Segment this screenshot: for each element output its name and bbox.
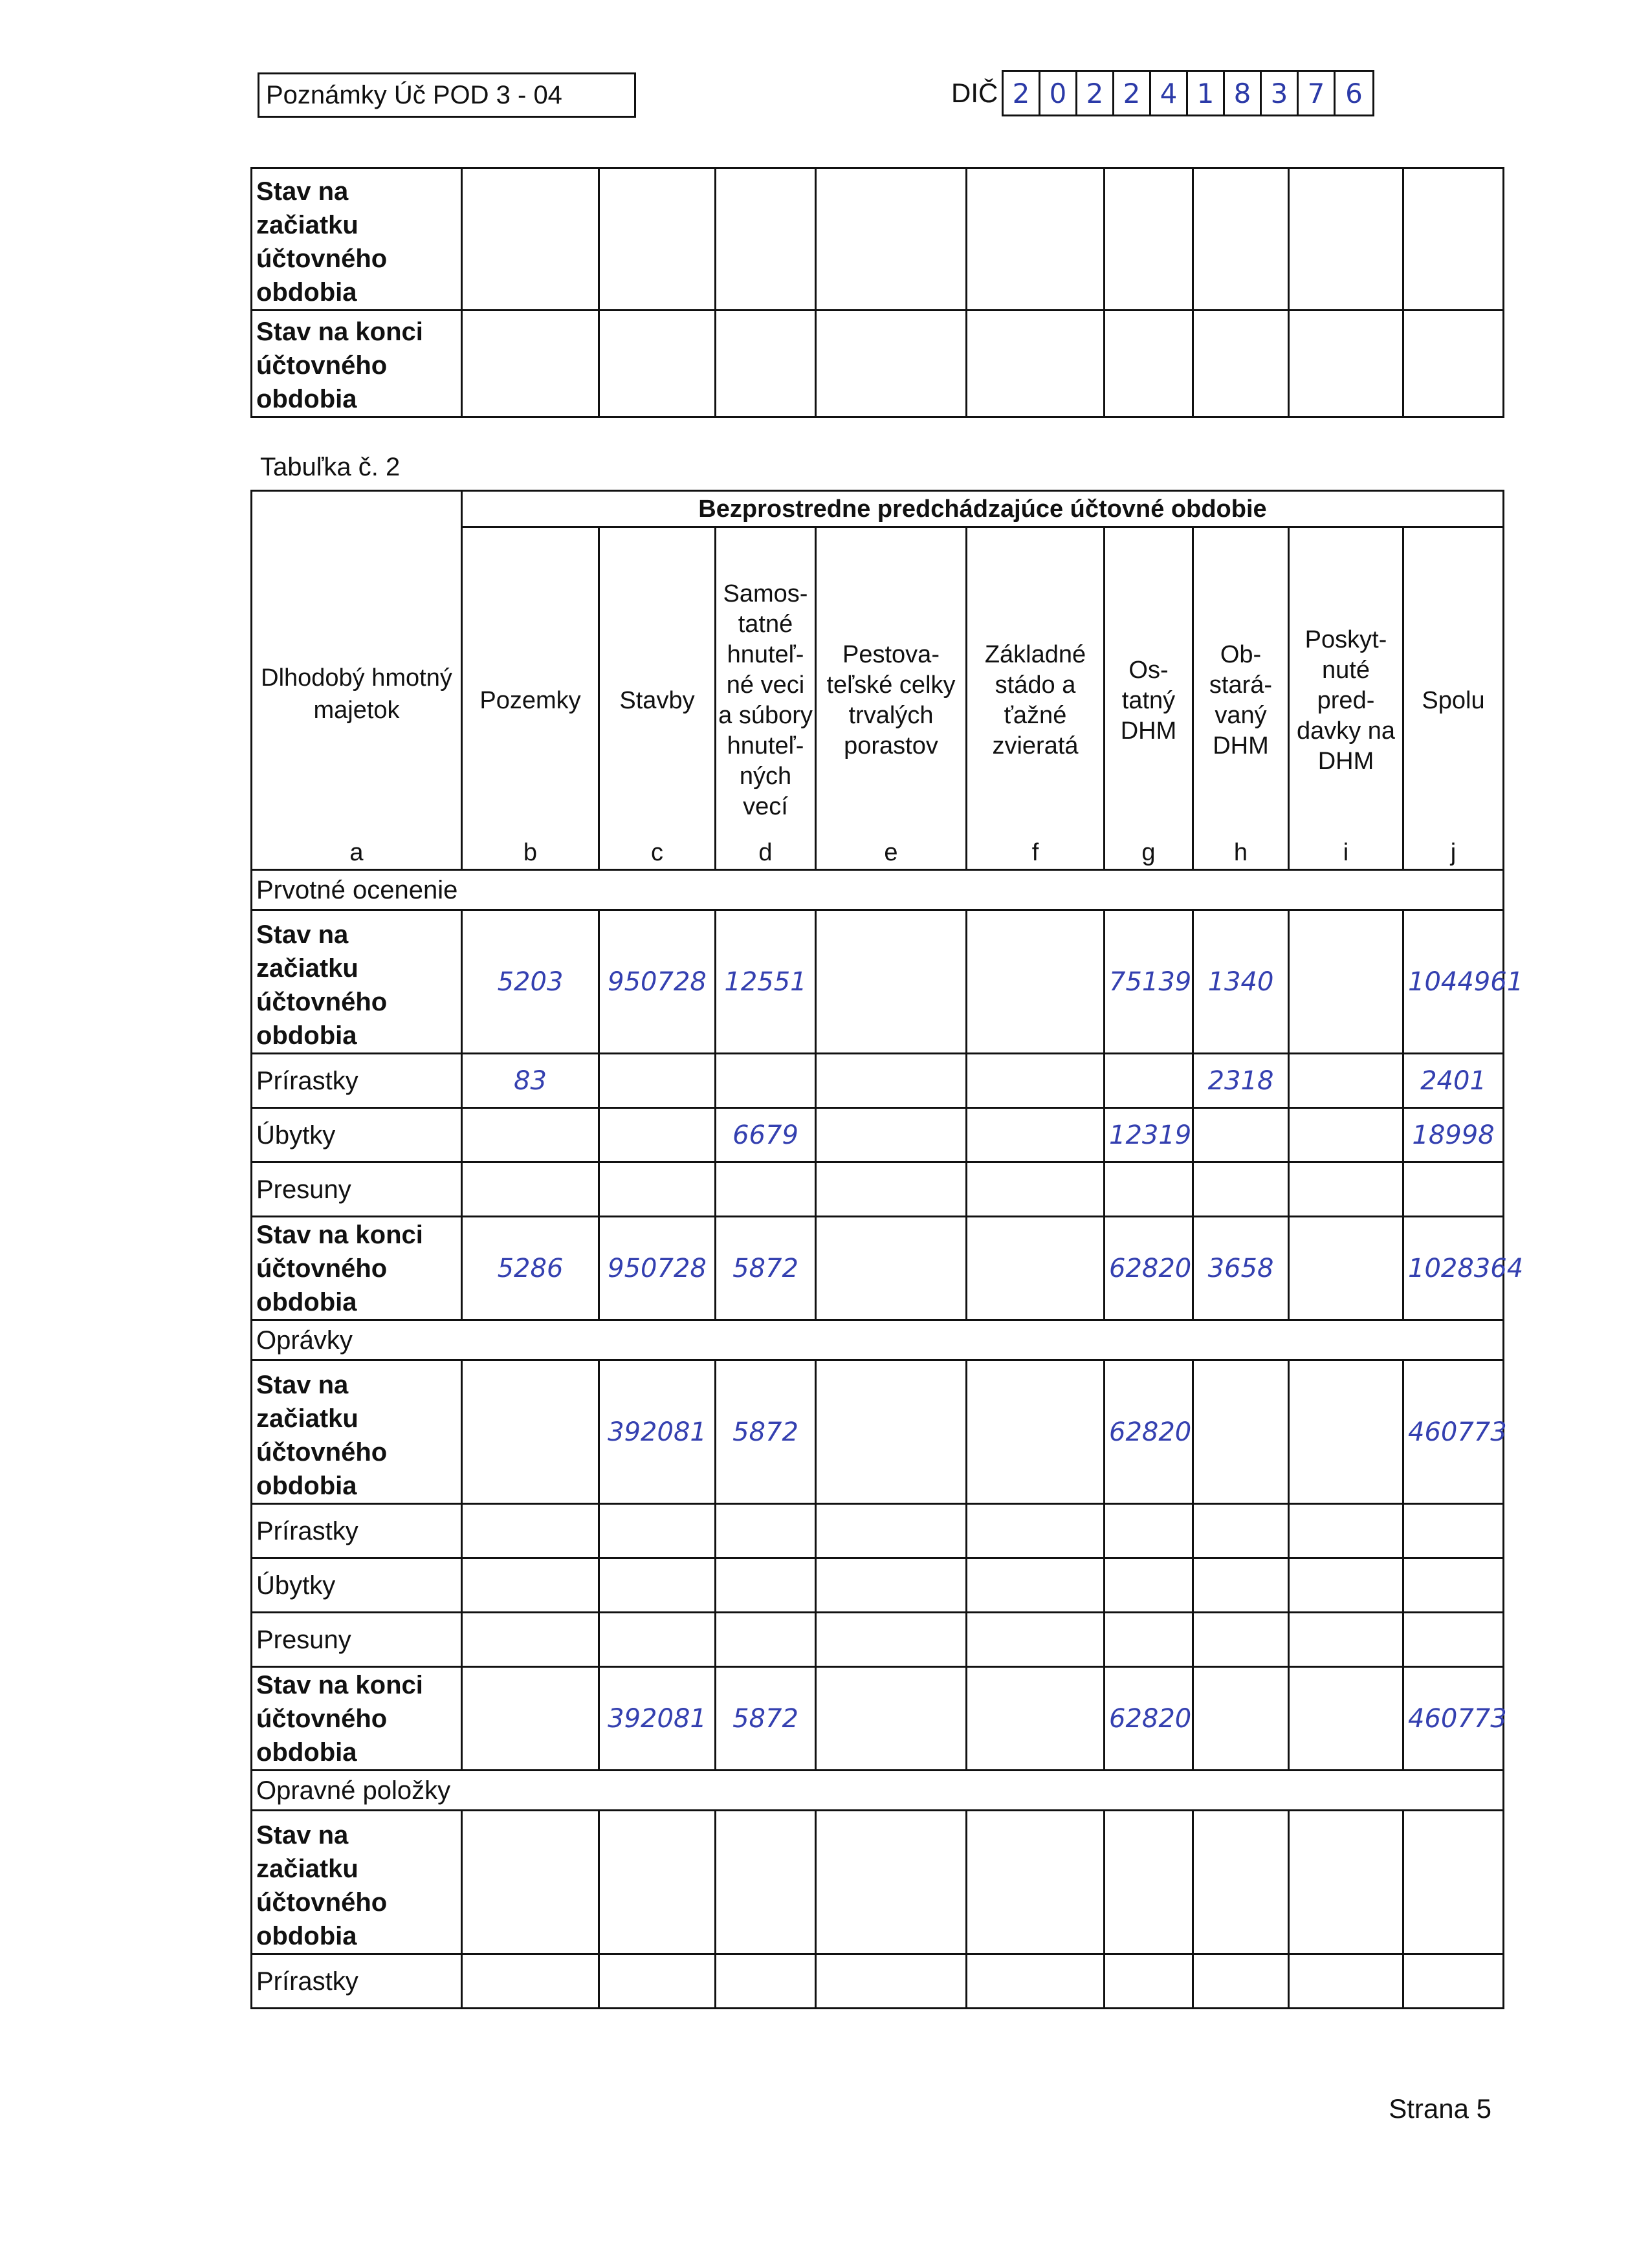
value-cell[interactable]: 2318: [1193, 1054, 1289, 1108]
column-title: Dlhodobý hmotný majetok: [261, 664, 452, 724]
value-cell[interactable]: [967, 1558, 1105, 1613]
value-cell[interactable]: [816, 1558, 967, 1613]
column-letter: e: [884, 839, 898, 866]
dic-field[interactable]: [1002, 70, 1374, 116]
row-label: Presuny: [252, 1613, 462, 1667]
value-cell[interactable]: [599, 1108, 716, 1162]
column-title: Spolu: [1422, 686, 1485, 714]
value-cell[interactable]: [716, 1162, 816, 1217]
row-label: Stav na začiatku účtovného obdobia: [252, 1360, 462, 1504]
value-cell[interactable]: 950728: [599, 910, 716, 1054]
value-cell[interactable]: 62820: [1105, 1217, 1193, 1320]
value-cell[interactable]: 62820: [1105, 1360, 1193, 1504]
table-row: [252, 910, 1504, 1054]
row-label: Stav na konci účtovného obdobia: [252, 1667, 462, 1771]
value-cell[interactable]: [1289, 1811, 1403, 1954]
value-cell[interactable]: [1403, 1162, 1504, 1217]
value-cell[interactable]: [967, 1667, 1105, 1771]
dic-digit[interactable]: 2: [1077, 72, 1114, 114]
value-cell[interactable]: [1289, 1217, 1403, 1320]
column-title: Základné stádo a ťažné zvieratá: [984, 641, 1086, 759]
column-header-j: [1403, 527, 1504, 870]
top-table: [250, 167, 1504, 418]
dic-digit[interactable]: 4: [1151, 72, 1188, 114]
value-cell[interactable]: [1289, 910, 1403, 1054]
value-cell[interactable]: [816, 1811, 967, 1954]
column-header-c: [599, 527, 716, 870]
value-cell[interactable]: [1193, 1811, 1289, 1954]
value-cell[interactable]: [967, 1613, 1105, 1667]
value-cell[interactable]: [816, 1360, 967, 1504]
value-cell[interactable]: [599, 1162, 716, 1217]
value-cell[interactable]: [816, 1613, 967, 1667]
value-cell[interactable]: [1193, 1613, 1289, 1667]
dic-digit[interactable]: 6: [1345, 78, 1363, 109]
table-row: [252, 1954, 1504, 2009]
column-letter: c: [651, 839, 663, 866]
column-title: Pozemky: [479, 686, 581, 714]
row-label: Stav na konci účtovného obdobia: [252, 311, 462, 417]
column-letter: h: [1233, 839, 1248, 866]
value-cell[interactable]: 5286: [462, 1217, 599, 1320]
value-cell[interactable]: [1403, 1954, 1504, 2009]
value-cell[interactable]: [816, 910, 967, 1054]
value-cell[interactable]: [1403, 1613, 1504, 1667]
value-cell[interactable]: [1193, 1954, 1289, 2009]
value-cell[interactable]: [967, 1504, 1105, 1558]
value-cell[interactable]: [462, 1558, 599, 1613]
value-cell[interactable]: [967, 1054, 1105, 1108]
column-header-f: [967, 527, 1105, 870]
table-row: [252, 1217, 1504, 1320]
value-cell[interactable]: 392081: [599, 1667, 716, 1771]
value-cell[interactable]: [1105, 1504, 1193, 1558]
column-header-i: [1289, 527, 1403, 870]
value-cell[interactable]: [1193, 1360, 1289, 1504]
row-label: Stav na konci účtovného obdobia: [252, 1217, 462, 1320]
row-label: Prírastky: [252, 1054, 462, 1108]
value-cell[interactable]: [1105, 1811, 1193, 1954]
value-cell[interactable]: [462, 1162, 599, 1217]
value-cell[interactable]: [1105, 1558, 1193, 1613]
table-row: [252, 1360, 1504, 1504]
row-label: Prírastky: [252, 1504, 462, 1558]
value-cell[interactable]: [599, 1811, 716, 1954]
column-title: Stavby: [619, 686, 695, 714]
value-cell[interactable]: [462, 1360, 599, 1504]
value-cell[interactable]: 1044961: [1403, 910, 1504, 1054]
column-header-e: [816, 527, 967, 870]
row-label: Stav na začiatku účtovného obdobia: [252, 910, 462, 1054]
row-label: Stav na začiatku účtovného obdobia: [252, 168, 462, 311]
value-cell[interactable]: [967, 1162, 1105, 1217]
value-cell[interactable]: [1105, 1054, 1193, 1108]
value-cell[interactable]: [462, 1954, 599, 2009]
row-label: Úbytky: [252, 1558, 462, 1613]
column-title: Pestova-teľské celky trvalých porastov: [826, 641, 956, 759]
section-title: Prvotné ocenenie: [252, 870, 1504, 910]
table-row: [252, 1054, 1504, 1108]
column-letter: g: [1141, 839, 1156, 866]
value-cell[interactable]: [1289, 1667, 1403, 1771]
column-letter: i: [1343, 839, 1349, 866]
dic-digit[interactable]: 8: [1225, 72, 1262, 114]
value-cell[interactable]: [816, 1504, 967, 1558]
value-cell[interactable]: [462, 1613, 599, 1667]
form-label: Poznámky Úč POD 3 - 04: [258, 72, 636, 118]
column-header-h: [1193, 527, 1289, 870]
value-cell[interactable]: [1403, 1504, 1504, 1558]
value-cell[interactable]: 392081: [599, 1360, 716, 1504]
column-title: Poskyt-nuté pred-davky na DHM: [1296, 626, 1396, 775]
dic-digit[interactable]: 0: [1040, 72, 1077, 114]
value-cell[interactable]: 950728: [599, 1217, 716, 1320]
row-label: Úbytky: [252, 1108, 462, 1162]
dic-digit[interactable]: 7: [1299, 72, 1336, 114]
value-cell[interactable]: [716, 1954, 816, 2009]
value-cell[interactable]: [1289, 1504, 1403, 1558]
value-cell[interactable]: [1289, 1613, 1403, 1667]
row-label: Stav na začiatku účtovného obdobia: [252, 1811, 462, 1954]
value-cell[interactable]: [462, 1504, 599, 1558]
value-cell[interactable]: [462, 1667, 599, 1771]
column-header-b: [462, 527, 599, 870]
table-row: [252, 1558, 1504, 1613]
value-cell[interactable]: 3658: [1193, 1217, 1289, 1320]
value-cell[interactable]: 18998: [1403, 1108, 1504, 1162]
value-cell[interactable]: [716, 1613, 816, 1667]
value-cell[interactable]: [1193, 1667, 1289, 1771]
value-cell[interactable]: [716, 1504, 816, 1558]
value-cell[interactable]: [816, 1954, 967, 2009]
value-cell[interactable]: [599, 1954, 716, 2009]
value-cell[interactable]: 6679: [716, 1108, 816, 1162]
column-header-a: [252, 491, 462, 870]
value-cell[interactable]: [967, 1108, 1105, 1162]
section-title: Oprávky: [252, 1320, 1504, 1360]
table-row: [252, 1811, 1504, 1954]
column-letter: j: [1450, 839, 1457, 866]
value-cell[interactable]: 5872: [716, 1360, 816, 1504]
value-cell[interactable]: [462, 1811, 599, 1954]
value-cell[interactable]: [967, 1811, 1105, 1954]
table-row: [252, 1504, 1504, 1558]
dic-digit[interactable]: 2: [1004, 72, 1040, 114]
value-cell[interactable]: [816, 1054, 967, 1108]
value-cell[interactable]: [967, 910, 1105, 1054]
column-letter: f: [1031, 839, 1039, 866]
value-cell[interactable]: 83: [462, 1054, 599, 1108]
column-header-g: [1105, 527, 1193, 870]
column-letter: b: [523, 839, 538, 866]
value-cell[interactable]: [599, 1054, 716, 1108]
value-cell[interactable]: 2401: [1403, 1054, 1504, 1108]
table-row: [252, 1613, 1504, 1667]
value-cell[interactable]: [967, 1217, 1105, 1320]
value-cell[interactable]: [1193, 1558, 1289, 1613]
value-cell[interactable]: [967, 1360, 1105, 1504]
table-caption: Tabuľka č. 2: [260, 453, 401, 481]
value-cell[interactable]: [1193, 1108, 1289, 1162]
value-cell[interactable]: [599, 1504, 716, 1558]
column-title: Samos-tatné hnuteľ-né veci a súbory hnuteľ-ných vecí: [718, 580, 813, 820]
value-cell[interactable]: [716, 1054, 816, 1108]
value-cell[interactable]: [1289, 1954, 1403, 2009]
value-cell[interactable]: [1403, 1811, 1504, 1954]
value-cell[interactable]: [816, 1217, 967, 1320]
value-cell[interactable]: 5872: [716, 1667, 816, 1771]
column-title: Os-tatný DHM: [1120, 656, 1177, 745]
column-header-d: [716, 527, 816, 870]
value-cell[interactable]: 5872: [716, 1217, 816, 1320]
value-cell[interactable]: 460773: [1403, 1360, 1504, 1504]
value-cell[interactable]: [1289, 1360, 1403, 1504]
value-cell[interactable]: [599, 1613, 716, 1667]
dic-digit[interactable]: 3: [1262, 72, 1299, 114]
value-cell[interactable]: [716, 1811, 816, 1954]
dic-label: DIČ: [951, 78, 998, 108]
row-label: Presuny: [252, 1162, 462, 1217]
table-row: [252, 1108, 1504, 1162]
value-cell[interactable]: 1028364: [1403, 1217, 1504, 1320]
value-cell[interactable]: 62820: [1105, 1667, 1193, 1771]
value-cell[interactable]: [967, 1954, 1105, 2009]
column-title: Ob-stará-vaný DHM: [1209, 641, 1273, 759]
value-cell[interactable]: [1289, 1558, 1403, 1613]
value-cell[interactable]: [716, 1558, 816, 1613]
column-letter: d: [758, 839, 773, 866]
value-cell[interactable]: [1289, 1108, 1403, 1162]
value-cell[interactable]: [1289, 1054, 1403, 1108]
value-cell[interactable]: [816, 1162, 967, 1217]
value-cell[interactable]: [599, 1558, 716, 1613]
value-cell[interactable]: [816, 1667, 967, 1771]
value-cell[interactable]: 5203: [462, 910, 599, 1054]
value-cell[interactable]: 1340: [1193, 910, 1289, 1054]
value-cell[interactable]: [462, 1108, 599, 1162]
asset-table: [250, 490, 1524, 2009]
group-header: Bezprostredne predchádzajúce účtovné obdobie: [462, 491, 1504, 527]
table-row: [252, 1162, 1504, 1217]
dic-digit[interactable]: 1: [1188, 72, 1225, 114]
value-cell[interactable]: [1105, 1613, 1193, 1667]
value-cell[interactable]: [1289, 1162, 1403, 1217]
dic-digit[interactable]: 2: [1114, 72, 1151, 114]
value-cell[interactable]: [1105, 1162, 1193, 1217]
table-row: [252, 1667, 1504, 1771]
value-cell[interactable]: 12551: [716, 910, 816, 1054]
page-number: Strana 5: [1389, 2093, 1491, 2124]
value-cell[interactable]: [1403, 1558, 1504, 1613]
value-cell[interactable]: 460773: [1403, 1667, 1504, 1771]
section-title: Opravné položky: [252, 1771, 1504, 1811]
value-cell[interactable]: 12319: [1105, 1108, 1193, 1162]
row-label: Prírastky: [252, 1954, 462, 2009]
value-cell[interactable]: [1193, 1162, 1289, 1217]
value-cell[interactable]: [1193, 1504, 1289, 1558]
value-cell[interactable]: 75139: [1105, 910, 1193, 1054]
value-cell[interactable]: [816, 1108, 967, 1162]
value-cell[interactable]: [1105, 1954, 1193, 2009]
column-letter: a: [349, 839, 364, 866]
